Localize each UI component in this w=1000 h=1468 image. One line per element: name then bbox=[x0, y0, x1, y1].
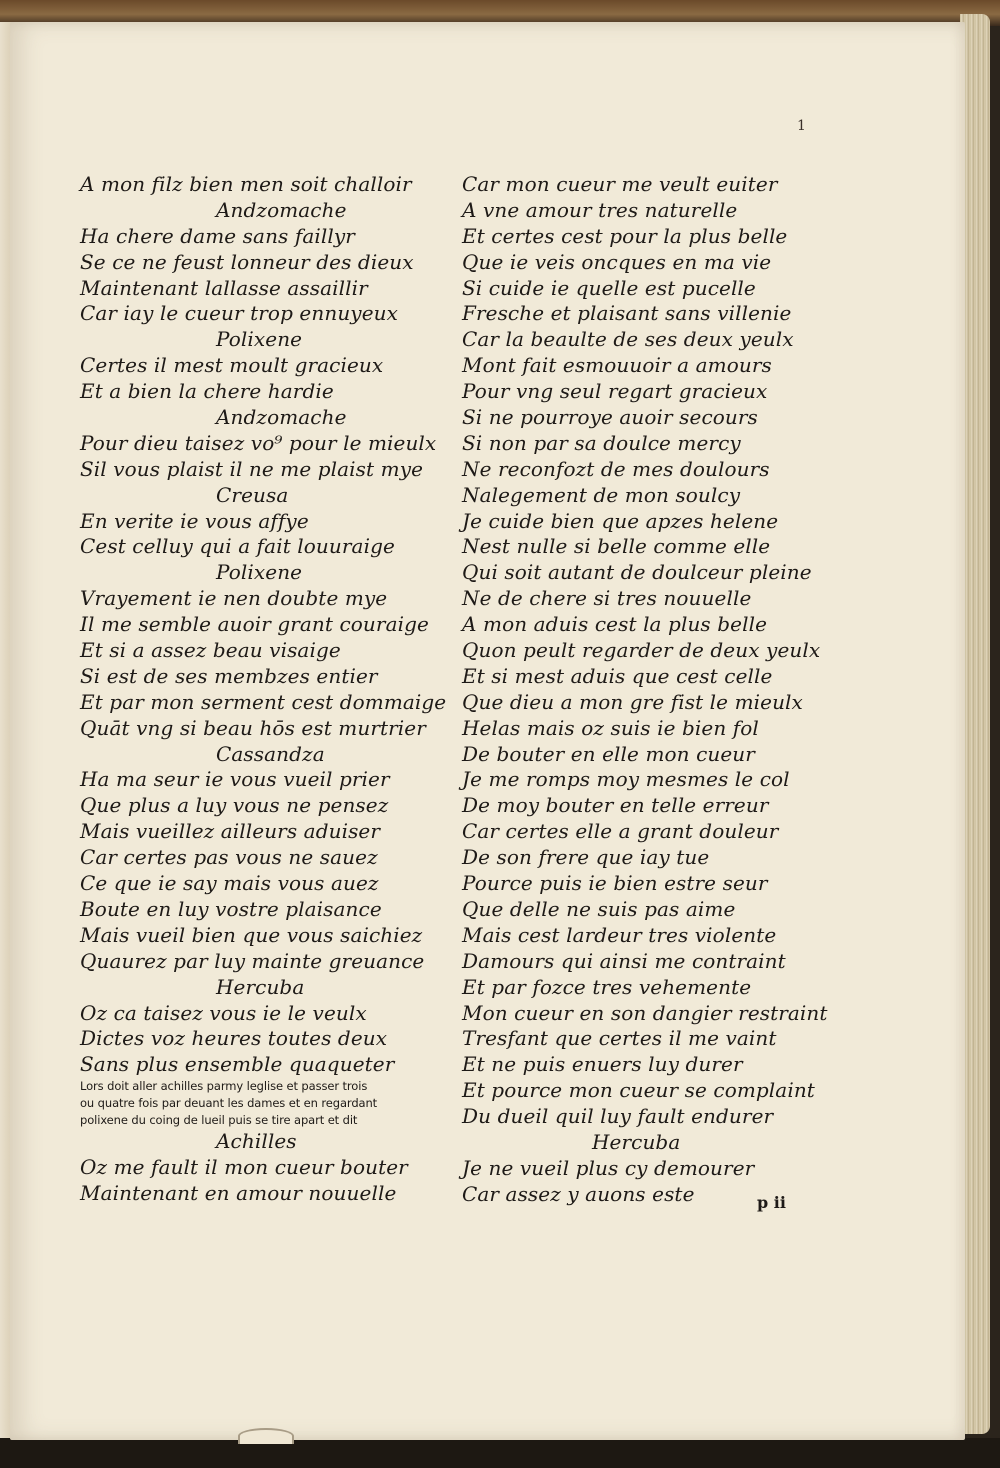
verse-line: Ne reconfozt de mes doulours bbox=[462, 456, 770, 481]
verse-line: Oz me fault il mon cueur bouter bbox=[80, 1155, 408, 1180]
verse-line: Ne de chere si tres nouuelle bbox=[462, 586, 752, 611]
verse-line: Fresche et plaisant sans villenie bbox=[462, 301, 792, 326]
verse-line: Sil vous plaist il ne me plaist mye bbox=[80, 456, 424, 481]
verse-line: Si cuide ie quelle est pucelle bbox=[462, 275, 756, 300]
verse-line: De son frere que iay tue bbox=[462, 845, 710, 870]
verse-line: De moy bouter en telle erreur bbox=[462, 793, 769, 818]
verse-line: Je ne vueil plus cy demourer bbox=[462, 1155, 755, 1180]
verse-line: Vrayement ie nen doubte mye bbox=[80, 586, 388, 611]
verse-line: Mont fait esmouuoir a amours bbox=[462, 353, 772, 378]
verse-line: Se ce ne feust lonneur des dieux bbox=[80, 249, 414, 274]
speaker-name: Creusa bbox=[216, 482, 289, 507]
verse-line: Cest celluy qui a fait louuraige bbox=[80, 534, 395, 559]
verse-line: Et si a assez beau visaige bbox=[80, 638, 341, 663]
verse-line: Mais vueil bien que vous saichiez bbox=[80, 922, 423, 947]
verse-line: Si ne pourroye auoir secours bbox=[462, 405, 758, 430]
verse-line: Nest nulle si belle comme elle bbox=[462, 534, 771, 559]
verse-line: Car la beaulte de ses deux yeulx bbox=[462, 327, 794, 352]
verse-line: Que delle ne suis pas aime bbox=[462, 896, 736, 921]
verse-line: Ha chere dame sans faillyr bbox=[80, 223, 355, 248]
verse-line: A mon filz bien men soit challoir bbox=[80, 172, 412, 196]
verse-line: Que dieu a mon gre fist le mieulx bbox=[462, 689, 803, 714]
verse-line: A mon aduis cest la plus belle bbox=[462, 612, 768, 637]
speaker-name: Hercuba bbox=[216, 974, 305, 999]
verse-line: Pour dieu taisez vo⁹ pour le mieulx bbox=[80, 430, 437, 455]
signature-mark: p ii bbox=[757, 1193, 786, 1212]
top-mark: 1 bbox=[797, 118, 806, 134]
verse-line: A vne amour tres naturelle bbox=[462, 197, 738, 222]
verse-line: Damours qui ainsi me contraint bbox=[462, 948, 786, 973]
verse-line: Ce que ie say mais vous auez bbox=[80, 871, 379, 896]
verse-line: Il me semble auoir grant couraige bbox=[80, 612, 429, 637]
verse-line: Car certes pas vous ne sauez bbox=[80, 845, 378, 870]
verse-line: Et pource mon cueur se complaint bbox=[462, 1078, 815, 1103]
verse-line: Pource puis ie bien estre seur bbox=[462, 871, 768, 896]
verse-line: Maintenant lallasse assaillir bbox=[80, 275, 368, 300]
verse-line: Quaurez par luy mainte greuance bbox=[80, 948, 425, 973]
verse-line: Certes il mest moult gracieux bbox=[80, 353, 384, 378]
verse-line: Et par mon serment cest dommaige bbox=[80, 689, 447, 714]
verse-line: Que plus a luy vous ne pensez bbox=[80, 793, 389, 818]
verse-line: Mais vueillez ailleurs aduiser bbox=[80, 819, 381, 844]
verse-line: De bouter en elle mon cueur bbox=[462, 741, 755, 766]
verse-line: Je me romps moy mesmes le col bbox=[462, 767, 790, 792]
verse-line: Mais cest lardeur tres violente bbox=[462, 922, 777, 947]
verse-line: Maintenant en amour nouuelle bbox=[80, 1180, 397, 1205]
verse-line: Car mon cueur me veult euiter bbox=[462, 172, 778, 196]
verse-line: Nalegement de mon soulcy bbox=[462, 482, 741, 507]
verse-line: Quon peult regarder de deux yeulx bbox=[462, 638, 821, 663]
verse-line: Si est de ses membzes entier bbox=[80, 663, 378, 688]
clasp-mark bbox=[238, 1428, 294, 1444]
left-text-column bbox=[80, 172, 455, 1207]
verse-line: Que ie veis oncques en ma vie bbox=[462, 249, 772, 274]
verse-line: Dictes voz heures toutes deux bbox=[80, 1026, 388, 1051]
verse-line: Et a bien la chere hardie bbox=[80, 379, 334, 404]
verse-line: Tresfant que certes il me vaint bbox=[462, 1026, 777, 1051]
speaker-name: Achilles bbox=[216, 1129, 297, 1154]
speaker-name: Polixene bbox=[216, 560, 303, 585]
verse-line: Quāt vng si beau hōs est murtrier bbox=[80, 715, 426, 740]
verse-line: Et ne puis enuers luy durer bbox=[462, 1052, 743, 1077]
speaker-name: Cassandza bbox=[216, 741, 325, 766]
verse-line: Et par fozce tres vehemente bbox=[462, 974, 752, 999]
stage-direction: polixene du coing de lueil puis se tire apart et dit bbox=[80, 1113, 358, 1128]
verse-line: Mon cueur en son dangier restraint bbox=[462, 1000, 828, 1025]
verse-line: Boute en luy vostre plaisance bbox=[80, 896, 382, 921]
verse-line: Car iay le cueur trop ennuyeux bbox=[80, 301, 398, 326]
verse-line: Et certes cest pour la plus belle bbox=[462, 223, 788, 248]
bottom-shadow bbox=[0, 1438, 1000, 1468]
verse-line: Et si mest aduis que cest celle bbox=[462, 663, 773, 688]
verse-line: Oz ca taisez vous ie le veulx bbox=[80, 1000, 367, 1025]
verse-line: Du dueil quil luy fault endurer bbox=[462, 1104, 774, 1129]
verse-line: Pour vng seul regart gracieux bbox=[462, 379, 768, 404]
right-text-column bbox=[462, 172, 832, 1208]
verse-line: Car certes elle a grant douleur bbox=[462, 819, 779, 844]
verse-line: Si non par sa doulce mercy bbox=[462, 430, 741, 455]
speaker-name: Andzomache bbox=[216, 405, 347, 430]
verse-line: Ha ma seur ie vous vueil prier bbox=[80, 767, 390, 792]
verse-line: En verite ie vous affye bbox=[80, 508, 309, 533]
speaker-name: Polixene bbox=[216, 327, 303, 352]
verse-line: Je cuide bien que apzes helene bbox=[462, 508, 779, 533]
stage-direction: ou quatre fois par deuant les dames et en regardant bbox=[80, 1096, 378, 1111]
speaker-name: Andzomache bbox=[216, 197, 347, 222]
speaker-name: Hercuba bbox=[592, 1129, 681, 1154]
stage-direction: Lors doit aller achilles parmy leglise et passer trois bbox=[80, 1079, 368, 1094]
verse-line: Car assez y auons este bbox=[462, 1181, 695, 1206]
verse-line: Helas mais oz suis ie bien fol bbox=[462, 715, 759, 740]
verse-line: Qui soit autant de doulceur pleine bbox=[462, 560, 812, 585]
verse-line: Sans plus ensemble quaqueter bbox=[80, 1052, 395, 1077]
